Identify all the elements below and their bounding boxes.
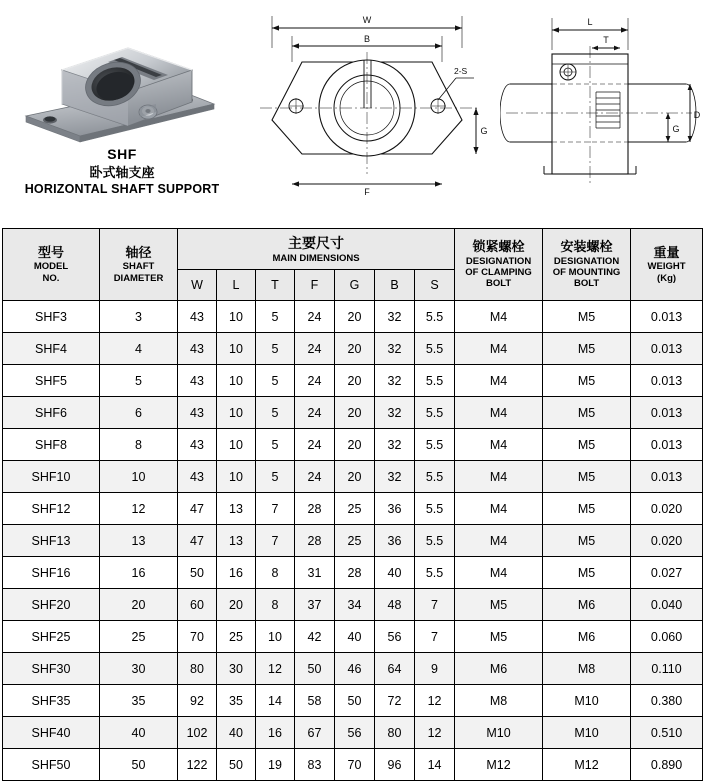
header-clamp-cn: 锁紧螺栓 [472, 239, 525, 255]
cell-g: 70 [335, 749, 375, 781]
cell-b: 36 [375, 493, 415, 525]
cell-f: 24 [295, 397, 335, 429]
side-view-drawing [500, 2, 700, 214]
cell-t: 16 [256, 717, 295, 749]
cell-clamping-bolt: M6 [455, 653, 543, 685]
dim-label-l: L [587, 17, 593, 27]
cell-w: 102 [178, 717, 217, 749]
header-col-w: W [178, 270, 217, 301]
cell-clamping-bolt: M4 [455, 301, 543, 333]
header-weight-cn: 重量 [653, 244, 680, 260]
cell-t: 12 [256, 653, 295, 685]
cell-weight: 0.013 [631, 429, 703, 461]
cell-w: 43 [178, 365, 217, 397]
cell-w: 92 [178, 685, 217, 717]
dim-label-g: G [480, 126, 488, 136]
cell-weight: 0.013 [631, 301, 703, 333]
cell-l: 40 [217, 717, 256, 749]
cell-mounting-bolt: M10 [543, 717, 631, 749]
cell-s: 12 [415, 717, 455, 749]
cell-b: 32 [375, 461, 415, 493]
cell-b: 32 [375, 397, 415, 429]
cell-weight: 0.040 [631, 589, 703, 621]
cell-f: 83 [295, 749, 335, 781]
header-col-g: G [335, 270, 375, 301]
cell-clamping-bolt: M4 [455, 333, 543, 365]
cell-l: 13 [217, 525, 256, 557]
cell-clamping-bolt: M5 [455, 589, 543, 621]
header-mount-en-1: DESIGNATION [553, 255, 620, 267]
illustration-area [0, 0, 704, 222]
cell-weight: 0.027 [631, 557, 703, 589]
cell-s: 5.5 [415, 493, 455, 525]
cell-f: 42 [295, 621, 335, 653]
header-main-cn: 主要尺寸 [288, 235, 345, 252]
cell-w: 47 [178, 525, 217, 557]
header-clamp-en-2: OF CLAMPING [465, 266, 532, 278]
cell-clamping-bolt: M4 [455, 525, 543, 557]
cell-f: 24 [295, 365, 335, 397]
cell-w: 43 [178, 397, 217, 429]
cell-w: 70 [178, 621, 217, 653]
header-model-en-2: NO. [42, 272, 60, 284]
cell-shaft-diameter: 50 [100, 749, 178, 781]
cell-l: 35 [217, 685, 256, 717]
cell-s: 12 [415, 685, 455, 717]
cell-shaft-diameter: 30 [100, 653, 178, 685]
cell-b: 32 [375, 429, 415, 461]
cell-g: 20 [335, 397, 375, 429]
cell-clamping-bolt: M8 [455, 685, 543, 717]
cell-mounting-bolt: M5 [543, 461, 631, 493]
cell-weight: 0.013 [631, 397, 703, 429]
cell-weight: 0.020 [631, 493, 703, 525]
header-weight-en-1: WEIGHT [647, 261, 686, 273]
cell-shaft-diameter: 16 [100, 557, 178, 589]
cell-b: 56 [375, 621, 415, 653]
cell-model: SHF5 [3, 365, 100, 397]
cell-l: 16 [217, 557, 256, 589]
cell-l: 50 [217, 749, 256, 781]
cell-s: 7 [415, 621, 455, 653]
cell-l: 10 [217, 461, 256, 493]
table-row [3, 621, 703, 653]
table-body [3, 301, 703, 781]
table-row [3, 365, 703, 397]
header-shaft-cn: 轴径 [125, 244, 152, 260]
cell-weight: 0.013 [631, 333, 703, 365]
table-row [3, 589, 703, 621]
cell-model: SHF10 [3, 461, 100, 493]
cell-mounting-bolt: M6 [543, 589, 631, 621]
cell-shaft-diameter: 25 [100, 621, 178, 653]
cell-s: 5.5 [415, 429, 455, 461]
dim-label-d-side: D [693, 110, 700, 120]
table-row [3, 493, 703, 525]
cell-weight: 0.510 [631, 717, 703, 749]
dim-label-b: B [363, 34, 371, 44]
cell-model: SHF3 [3, 301, 100, 333]
cell-s: 5.5 [415, 461, 455, 493]
cell-t: 7 [256, 493, 295, 525]
cell-b: 40 [375, 557, 415, 589]
cell-f: 28 [295, 525, 335, 557]
header-clamp-en-3: BOLT [485, 278, 512, 290]
cell-g: 28 [335, 557, 375, 589]
cell-clamping-bolt: M10 [455, 717, 543, 749]
cell-s: 14 [415, 749, 455, 781]
cell-w: 43 [178, 461, 217, 493]
header-col-f: F [295, 270, 335, 301]
cell-weight: 0.380 [631, 685, 703, 717]
cell-b: 32 [375, 333, 415, 365]
cell-model: SHF40 [3, 717, 100, 749]
cell-t: 5 [256, 365, 295, 397]
cell-shaft-diameter: 5 [100, 365, 178, 397]
cell-s: 5.5 [415, 301, 455, 333]
front-view-drawing [250, 2, 490, 214]
header-mount-cn: 安装螺栓 [560, 239, 613, 255]
header-model-cn: 型号 [37, 244, 64, 260]
cell-mounting-bolt: M5 [543, 525, 631, 557]
cell-t: 14 [256, 685, 295, 717]
cell-l: 10 [217, 365, 256, 397]
cell-model: SHF30 [3, 653, 100, 685]
cell-b: 64 [375, 653, 415, 685]
cell-b: 36 [375, 525, 415, 557]
cell-clamping-bolt: M4 [455, 461, 543, 493]
header-col-l: L [217, 270, 256, 301]
cell-f: 37 [295, 589, 335, 621]
cell-s: 5.5 [415, 557, 455, 589]
cell-s: 5.5 [415, 525, 455, 557]
cell-l: 10 [217, 429, 256, 461]
cell-w: 43 [178, 429, 217, 461]
cell-w: 122 [178, 749, 217, 781]
cell-t: 5 [256, 429, 295, 461]
dim-label-f: F [364, 187, 370, 197]
cell-g: 56 [335, 717, 375, 749]
cell-g: 46 [335, 653, 375, 685]
cell-t: 5 [256, 333, 295, 365]
cell-model: SHF25 [3, 621, 100, 653]
header-main-dimensions [178, 229, 455, 270]
table-row [3, 653, 703, 685]
dim-label-2s: 2-S [454, 66, 468, 76]
cell-model: SHF12 [3, 493, 100, 525]
cell-t: 19 [256, 749, 295, 781]
header-model-en-1: MODEL [33, 261, 69, 273]
cell-g: 25 [335, 525, 375, 557]
cell-mounting-bolt: M5 [543, 429, 631, 461]
product-name-en: HORIZONTAL SHAFT SUPPORT [24, 182, 220, 197]
header-mounting-bolt [543, 229, 631, 301]
cell-l: 10 [217, 333, 256, 365]
header-clamping-bolt [455, 229, 543, 301]
cell-l: 20 [217, 589, 256, 621]
cell-b: 96 [375, 749, 415, 781]
dim-label-g-side: G [672, 124, 680, 134]
product-photo [18, 8, 228, 148]
cell-f: 24 [295, 429, 335, 461]
table-row [3, 749, 703, 781]
cell-g: 20 [335, 333, 375, 365]
cell-model: SHF16 [3, 557, 100, 589]
cell-mounting-bolt: M8 [543, 653, 631, 685]
cell-g: 34 [335, 589, 375, 621]
header-clamp-en-1: DESIGNATION [465, 255, 532, 267]
cell-s: 5.5 [415, 397, 455, 429]
cell-weight: 0.060 [631, 621, 703, 653]
cell-l: 10 [217, 397, 256, 429]
spec-table [2, 228, 703, 781]
cell-l: 10 [217, 301, 256, 333]
cell-g: 50 [335, 685, 375, 717]
cell-s: 5.5 [415, 365, 455, 397]
cell-l: 25 [217, 621, 256, 653]
product-caption [0, 145, 244, 198]
header-col-b: B [375, 270, 415, 301]
spec-table-wrap [2, 228, 702, 781]
cell-shaft-diameter: 4 [100, 333, 178, 365]
cell-f: 58 [295, 685, 335, 717]
dim-label-t: T [603, 35, 609, 45]
table-header [3, 229, 703, 301]
cell-mounting-bolt: M5 [543, 333, 631, 365]
cell-model: SHF13 [3, 525, 100, 557]
header-shaft-en-2: DIAMETER [113, 272, 164, 284]
header-shaft-diameter [100, 229, 178, 301]
cell-clamping-bolt: M4 [455, 493, 543, 525]
cell-f: 24 [295, 461, 335, 493]
cell-w: 50 [178, 557, 217, 589]
cell-g: 25 [335, 493, 375, 525]
cell-g: 40 [335, 621, 375, 653]
header-row-1 [3, 229, 703, 270]
cell-t: 5 [256, 397, 295, 429]
table-row [3, 557, 703, 589]
table-row [3, 461, 703, 493]
cell-shaft-diameter: 10 [100, 461, 178, 493]
header-main-en: MAIN DIMENSIONS [272, 253, 360, 265]
cell-t: 8 [256, 557, 295, 589]
cell-weight: 0.890 [631, 749, 703, 781]
cell-t: 5 [256, 301, 295, 333]
cell-w: 47 [178, 493, 217, 525]
cell-t: 5 [256, 461, 295, 493]
cell-model: SHF8 [3, 429, 100, 461]
product-name-cn: 卧式轴支座 [89, 164, 155, 180]
cell-w: 80 [178, 653, 217, 685]
cell-model: SHF4 [3, 333, 100, 365]
cell-shaft-diameter: 35 [100, 685, 178, 717]
cell-shaft-diameter: 13 [100, 525, 178, 557]
cell-shaft-diameter: 20 [100, 589, 178, 621]
cell-g: 20 [335, 301, 375, 333]
cell-mounting-bolt: M5 [543, 493, 631, 525]
cell-shaft-diameter: 8 [100, 429, 178, 461]
cell-w: 60 [178, 589, 217, 621]
cell-mounting-bolt: M5 [543, 397, 631, 429]
product-photo-block [0, 0, 244, 215]
cell-f: 28 [295, 493, 335, 525]
cell-model: SHF6 [3, 397, 100, 429]
header-model [3, 229, 100, 301]
cell-model: SHF50 [3, 749, 100, 781]
header-col-t: T [256, 270, 295, 301]
product-code: SHF [107, 146, 137, 162]
cell-b: 80 [375, 717, 415, 749]
header-mount-en-2: OF MOUNTING [552, 266, 621, 278]
cell-mounting-bolt: M12 [543, 749, 631, 781]
cell-f: 67 [295, 717, 335, 749]
cell-weight: 0.013 [631, 461, 703, 493]
cell-g: 20 [335, 365, 375, 397]
cell-clamping-bolt: M12 [455, 749, 543, 781]
cell-l: 13 [217, 493, 256, 525]
cell-model: SHF35 [3, 685, 100, 717]
cell-g: 20 [335, 461, 375, 493]
cell-weight: 0.020 [631, 525, 703, 557]
cell-f: 24 [295, 301, 335, 333]
table-row [3, 301, 703, 333]
cell-f: 50 [295, 653, 335, 685]
cell-mounting-bolt: M5 [543, 557, 631, 589]
cell-s: 9 [415, 653, 455, 685]
table-row [3, 429, 703, 461]
cell-s: 7 [415, 589, 455, 621]
cell-clamping-bolt: M4 [455, 429, 543, 461]
cell-b: 48 [375, 589, 415, 621]
cell-t: 8 [256, 589, 295, 621]
cell-b: 32 [375, 365, 415, 397]
table-row [3, 525, 703, 557]
cell-shaft-diameter: 6 [100, 397, 178, 429]
cell-f: 24 [295, 333, 335, 365]
table-row [3, 397, 703, 429]
cell-clamping-bolt: M4 [455, 557, 543, 589]
cell-t: 7 [256, 525, 295, 557]
cell-weight: 0.110 [631, 653, 703, 685]
cell-shaft-diameter: 12 [100, 493, 178, 525]
cell-t: 10 [256, 621, 295, 653]
dim-label-w: W [362, 15, 372, 25]
cell-g: 20 [335, 429, 375, 461]
cell-mounting-bolt: M6 [543, 621, 631, 653]
cell-mounting-bolt: M5 [543, 301, 631, 333]
cell-clamping-bolt: M4 [455, 365, 543, 397]
header-col-s: S [415, 270, 455, 301]
table-row [3, 717, 703, 749]
cell-shaft-diameter: 40 [100, 717, 178, 749]
header-mount-en-3: BOLT [573, 278, 600, 290]
cell-mounting-bolt: M5 [543, 365, 631, 397]
cell-weight: 0.013 [631, 365, 703, 397]
header-weight-en-2: (Kg) [657, 272, 677, 284]
cell-clamping-bolt: M4 [455, 397, 543, 429]
cell-mounting-bolt: M10 [543, 685, 631, 717]
cell-b: 72 [375, 685, 415, 717]
header-shaft-en-1: SHAFT [122, 261, 155, 273]
cell-model: SHF20 [3, 589, 100, 621]
cell-s: 5.5 [415, 333, 455, 365]
header-weight [631, 229, 703, 301]
cell-l: 30 [217, 653, 256, 685]
cell-w: 43 [178, 333, 217, 365]
table-row [3, 333, 703, 365]
cell-w: 43 [178, 301, 217, 333]
cell-shaft-diameter: 3 [100, 301, 178, 333]
cell-b: 32 [375, 301, 415, 333]
table-row [3, 685, 703, 717]
cell-f: 31 [295, 557, 335, 589]
cell-clamping-bolt: M5 [455, 621, 543, 653]
